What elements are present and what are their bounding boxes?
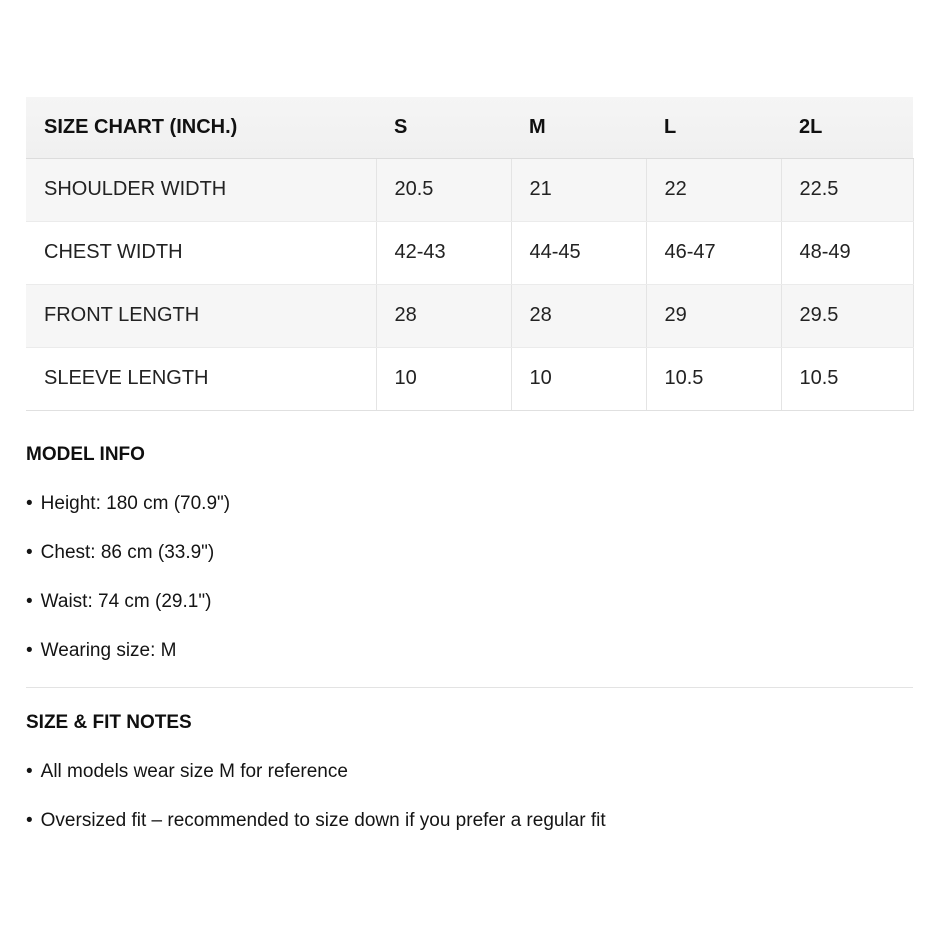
model-info-item-text: Chest: 86 cm (33.9") xyxy=(40,541,215,563)
size-chart-table xyxy=(26,97,914,411)
model-info-item xyxy=(26,541,913,565)
bullet-icon: • xyxy=(26,639,33,661)
size-value-cell: 44-45 xyxy=(511,221,646,284)
table-row-chest-width xyxy=(26,221,913,284)
model-info-section xyxy=(26,443,913,663)
model-info-item xyxy=(26,590,913,614)
size-value-cell: 22.5 xyxy=(781,158,913,221)
table-row-front-length xyxy=(26,284,913,347)
size-value-cell: 29.5 xyxy=(781,284,913,347)
model-info-item-text: Wearing size: M xyxy=(40,639,177,661)
row-label: SHOULDER WIDTH xyxy=(26,158,376,221)
column-header-s: S xyxy=(376,97,511,158)
row-label: FRONT LENGTH xyxy=(26,284,376,347)
size-value-cell: 46-47 xyxy=(646,221,781,284)
size-value-cell: 28 xyxy=(376,284,511,347)
size-fit-notes-heading: SIZE & FIT NOTES xyxy=(26,711,192,733)
model-info-item xyxy=(26,639,913,663)
size-value-cell: 10.5 xyxy=(781,347,913,410)
size-value-cell: 21 xyxy=(511,158,646,221)
row-label: CHEST WIDTH xyxy=(26,221,376,284)
table-title: SIZE CHART (INCH.) xyxy=(26,97,376,158)
column-header-2l: 2L xyxy=(781,97,913,158)
size-value-cell: 42-43 xyxy=(376,221,511,284)
model-info-heading: MODEL INFO xyxy=(26,443,145,465)
size-fit-note-item xyxy=(26,760,913,784)
table-row-shoulder-width xyxy=(26,158,913,221)
model-info-item-text: Waist: 74 cm (29.1") xyxy=(40,590,212,612)
size-value-cell: 10 xyxy=(376,347,511,410)
column-header-l: L xyxy=(646,97,781,158)
column-header-m: M xyxy=(511,97,646,158)
size-value-cell: 28 xyxy=(511,284,646,347)
section-divider xyxy=(26,687,913,688)
size-value-cell: 48-49 xyxy=(781,221,913,284)
model-info-item xyxy=(26,492,913,516)
size-value-cell: 29 xyxy=(646,284,781,347)
bullet-icon: • xyxy=(26,590,33,612)
model-info-item-text: Height: 180 cm (70.9") xyxy=(40,492,231,514)
size-fit-notes-section xyxy=(26,711,913,833)
table-header-row xyxy=(26,97,913,158)
size-value-cell: 20.5 xyxy=(376,158,511,221)
size-fit-note-item xyxy=(26,809,913,833)
size-value-cell: 10 xyxy=(511,347,646,410)
row-label: SLEEVE LENGTH xyxy=(26,347,376,410)
size-value-cell: 10.5 xyxy=(646,347,781,410)
bullet-icon: • xyxy=(26,541,33,563)
bullet-icon: • xyxy=(26,760,33,782)
bullet-icon: • xyxy=(26,492,33,514)
size-value-cell: 22 xyxy=(646,158,781,221)
size-fit-note-text: All models wear size M for reference xyxy=(40,760,348,782)
size-fit-note-text: Oversized fit – recommended to size down if you prefer a regular fit xyxy=(40,809,606,831)
bullet-icon: • xyxy=(26,809,33,831)
table-row-sleeve-length xyxy=(26,347,913,410)
